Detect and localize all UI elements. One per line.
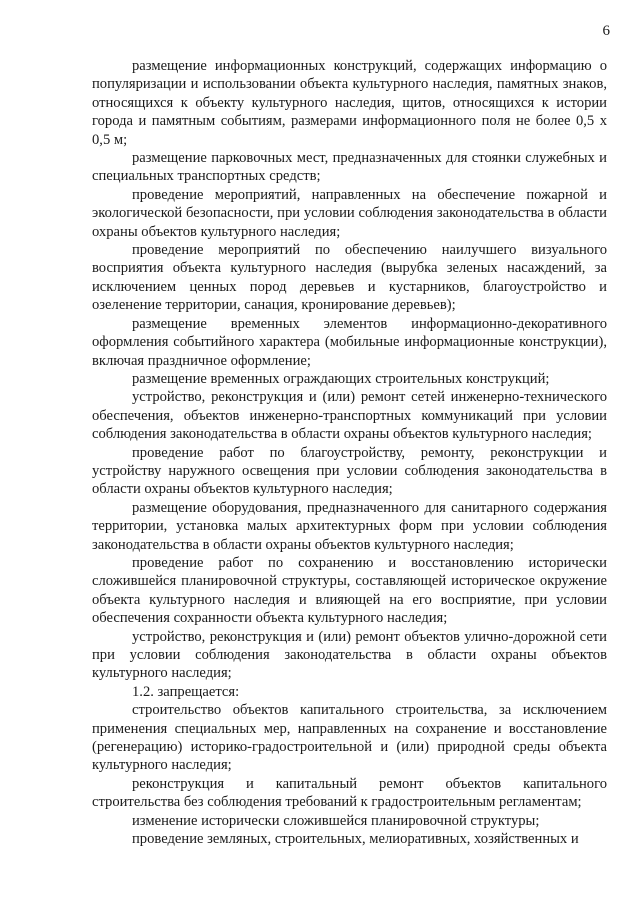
paragraph-temporary-fencing: размещение временных ограждающих строительных конструкций;: [132, 370, 550, 387]
paragraph-structure-change: изменение исторически сложившейся планировочной структуры;: [132, 812, 540, 829]
paragraph-road-network: устройство, реконструкция и (или) ремонт объектов улично-дорожной сети при условии соблюдения законодательства в области охраны объектов культурного наследия;: [92, 628, 607, 682]
paragraph-sanitary-equipment: размещение оборудования, предназначенного для санитарного содержания территории, установка малых архитектурных форм при условии соблюдения законодательства в области охраны объектов культурного наследия;: [92, 499, 607, 553]
paragraph-visual-perception: проведение мероприятий по обеспечению наилучшего визуального восприятия объекта культурного наследия (вырубка зеленых насаждений, за исключением ценных пород деревьев и кустарников, благоустройство и озеленение территории, санация, кронирование деревьев);: [92, 242, 607, 314]
paragraph-parking: размещение парковочных мест, предназначенных для стоянки служебных и специальных транспортных средств;: [92, 150, 607, 185]
paragraph-lighting: проведение работ по благоустройству, ремонту, реконструкции и устройству наружного освещения при условии соблюдения законодательства в области охраны объектов культурного наследия;: [92, 444, 607, 498]
paragraph-earthworks: проведение земляных, строительных, мелиоративных, хозяйственных и: [132, 831, 579, 848]
paragraph-engineering-networks: устройство, реконструкция и (или) ремонт сетей инженерно-технического обеспечения, объектов инженерно-транспортных коммуникаций при условии соблюдения законодательства в области охраны объектов культурного наследия;: [92, 389, 607, 443]
paragraph-info-constructions: размещение информационных конструкций, содержащих информацию о популяризации и использовании объекта культурного наследия, памятных знаков, относящихся к объекту культурного наследия, щитов, относящихся к истории города и памятным событиям, размерами информационного поля не более 0,5 х 0,5 м;: [92, 58, 607, 148]
paragraph-planning-structure: проведение работ по сохранению и восстановлению исторически сложившейся планировочной структуры, составляющей историческое окружение объекта культурного наследия и влияющей на его восприятие, при условии обеспечения сохранности объекта культурного наследия;: [92, 554, 607, 627]
section-heading-prohibited: 1.2. запрещается:: [132, 683, 240, 700]
paragraph-capital-construction: строительство объектов капитального строительства, за исключением применения специальных мер, направленных на сохранение и восстановление (регенерацию) историко-градостроительной и (или) природной среды объекта культурного наследия;: [92, 702, 607, 774]
paragraph-temporary-decor: размещение временных элементов информационно-декоративного оформления событийного характера (мобильные информационные конструкции), включая праздничное оформление;: [92, 315, 607, 369]
document-body: [92, 57, 607, 848]
paragraph-fire-safety: проведение мероприятий, направленных на обеспечение пожарной и экологической безопасности, при условии соблюдения законодательства в области охраны объектов культурного наследия;: [92, 186, 607, 240]
paragraph-reconstruction: реконструкция и капитальный ремонт объектов капитального строительства без соблюдения требований к градостроительным регламентам;: [92, 775, 607, 811]
page-number: 6: [602, 23, 610, 39]
